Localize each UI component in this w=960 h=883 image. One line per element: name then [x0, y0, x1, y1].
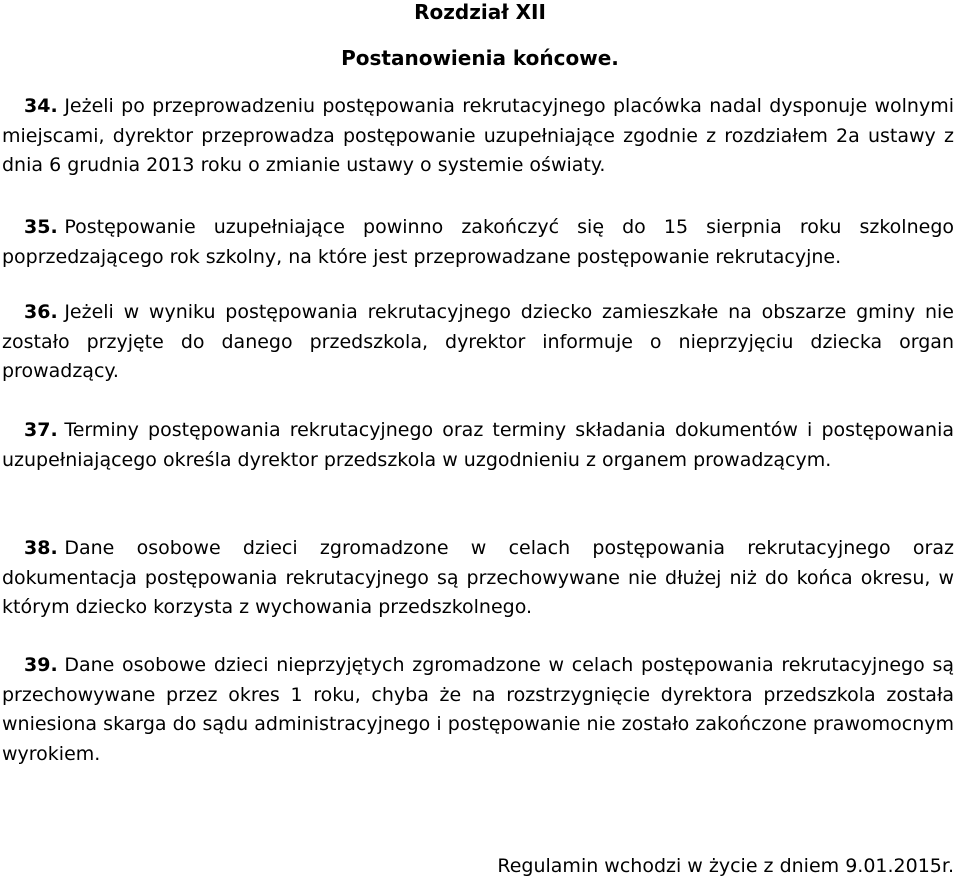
paragraph-text: Postępowanie uzupełniające powinno zakończyć się do 15 sierpnia roku szkolnego poprzedzającego rok szkolny, na które jest przeprowadzane postępowanie rekrutacyjne. — [2, 216, 954, 268]
paragraph-number: 39. — [24, 654, 58, 676]
paragraph-35 — [2, 213, 954, 272]
paragraph-number: 35. — [24, 216, 58, 238]
effective-date-note: Regulamin wchodzi w życie z dniem 9.01.2015r. — [497, 855, 954, 877]
section-title: Postanowienia końcowe. — [341, 46, 619, 70]
paragraph-text: Dane osobowe dzieci nieprzyjętych zgromadzone w celach postępowania rekrutacyjnego są przechowywane przez okres 1 roku, chyba że na rozstrzygnięcie dyrektora przedszkola została wniesiona skarga do sądu administracyjnego i postępowanie nie zostało zakończone prawomocnym wyrokiem. — [2, 654, 954, 765]
paragraph-text: Dane osobowe dzieci zgromadzone w celach postępowania rekrutacyjnego oraz dokumentacja postępowania rekrutacyjnego są przechowywane nie dłużej niż do końca okresu, w którym dziecko korzysta z wychowania przedszkolnego. — [2, 537, 954, 618]
paragraph-34 — [2, 92, 954, 181]
paragraph-text: Jeżeli po przeprowadzeniu postępowania rekrutacyjnego placówka nadal dysponuje wolnymi miejscami, dyrektor przeprowadza postępowanie uzupełniające zgodnie z rozdziałem 2a ustawy z dnia 6 grudnia 2013 roku o zmianie ustawy o systemie oświaty. — [2, 95, 954, 176]
paragraph-37 — [2, 416, 954, 475]
paragraph-text: Terminy postępowania rekrutacyjnego oraz terminy składania dokumentów i postępowania uzupełniającego określa dyrektor przedszkola w uzgodnieniu z organem prowadzącym. — [2, 419, 954, 471]
paragraph-number: 36. — [24, 301, 58, 323]
paragraph-36 — [2, 298, 954, 387]
paragraph-39 — [2, 651, 954, 769]
paragraph-number: 37. — [24, 419, 58, 441]
paragraph-text: Jeżeli w wyniku postępowania rekrutacyjnego dziecko zamieszkałe na obszarze gminy nie zostało przyjęte do danego przedszkola, dyrektor informuje o nieprzyjęciu dziecka organ prowadzący. — [2, 301, 954, 382]
chapter-title: Rozdział XII — [414, 0, 546, 24]
paragraph-number: 34. — [24, 95, 58, 117]
paragraph-number: 38. — [24, 537, 58, 559]
paragraph-38 — [2, 534, 954, 623]
